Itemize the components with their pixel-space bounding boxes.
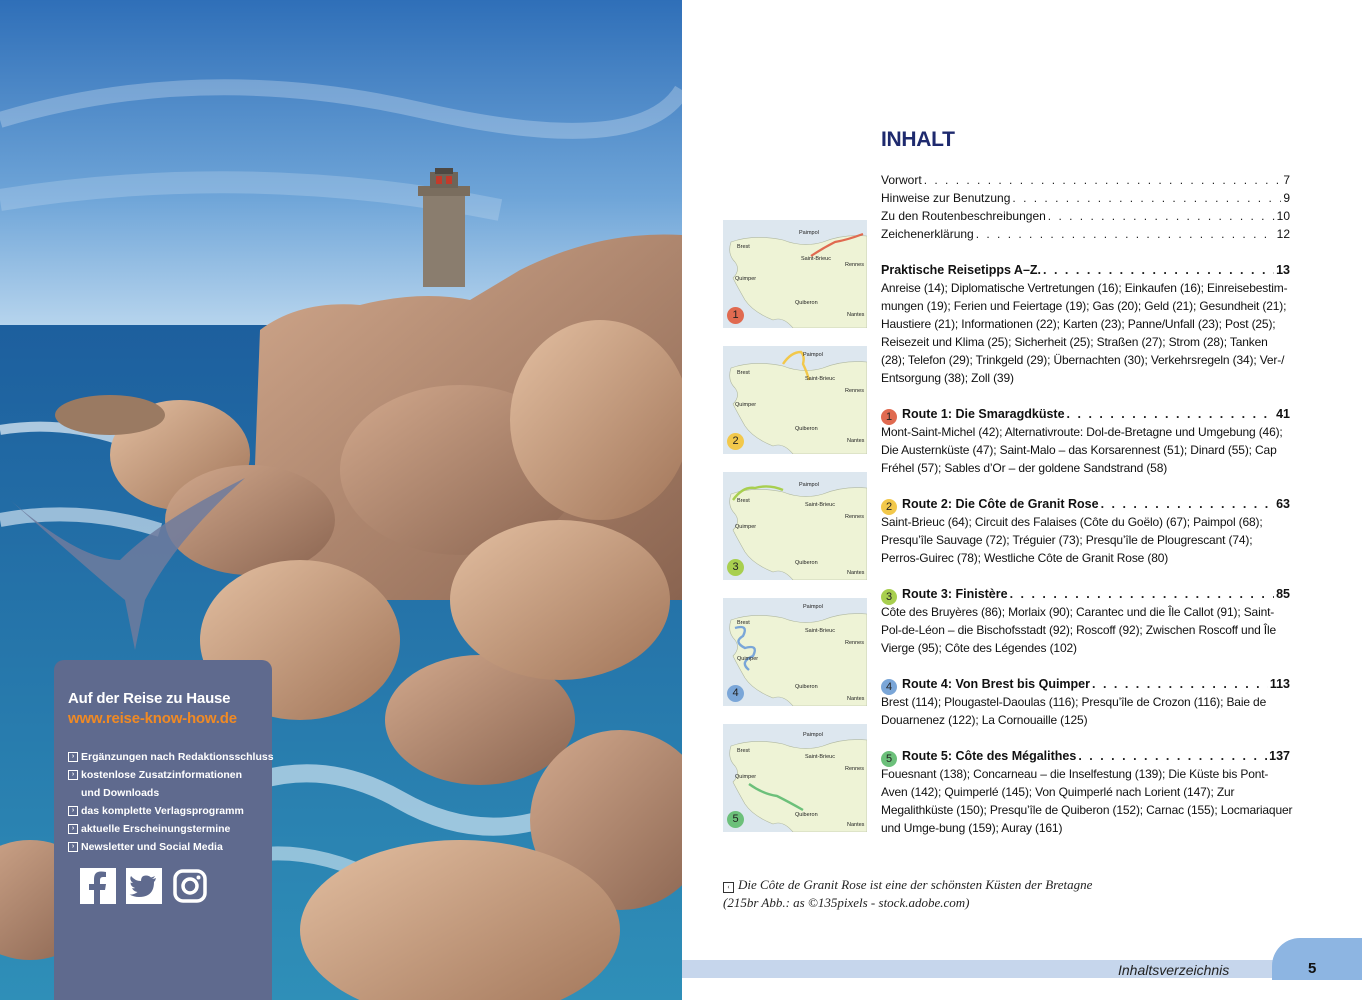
page-number: 5 — [1308, 960, 1317, 977]
arrow-icon: › — [68, 842, 78, 852]
footer-bar — [682, 960, 1362, 978]
toc-entry[interactable]: Hinweise zur Benutzung . . . 9 — [881, 191, 1290, 205]
toc-entry[interactable]: Zeichenerklärung . . . 12 — [881, 227, 1290, 241]
promo-item: und Downloads — [81, 787, 160, 799]
promo-item: › Ergänzungen nach Redaktionsschluss — [68, 748, 274, 766]
toc-section-heading[interactable]: 3 Route 3: Finistère . . . 85 — [881, 587, 1290, 605]
route-map-badge: 3 — [727, 559, 744, 576]
route-map-badge: 4 — [727, 685, 744, 702]
toc-entry[interactable]: Vorwort . . . 7 — [881, 173, 1290, 187]
route-map-2: Paimpol Brest Saint-Brieuc Quimper Rennes Quiberon Nantes 2 — [723, 346, 867, 454]
toc-section-heading[interactable]: 1 Route 1: Die Smaragdküste . . . 41 — [881, 407, 1290, 425]
toc-section-heading[interactable]: 5 Route 5: Côte des Mégalithes . . . 137 — [881, 749, 1290, 767]
route-map-5: Paimpol Brest Saint-Brieuc Quimper Rennes Quiberon Nantes 5 — [723, 724, 867, 832]
toc-section-body: Côte des Bruyères (86); Morlaix (90); Carantec und die Île Callot (91); Saint-Pol-de-Léon – die Bischofsstadt (92); Roscoff (92); Zwischen Roscoff und Île Vierge (95); Côte des Légendes (102) — [881, 605, 1277, 655]
footer-section-label: Inhaltsverzeichnis — [1118, 962, 1230, 978]
route-map-1: Paimpol Brest Saint-Brieuc Quimper Rennes Quiberon Nantes 1 — [723, 220, 867, 328]
social-icons — [80, 868, 208, 904]
promo-title: Auf der Reise zu Hause — [68, 690, 231, 707]
toc-section-body: Fouesnant (138); Concarneau – die Inselfestung (139); Die Küste bis Pont-Aven (142); Quimperlé (145); Von Quimperlé nach Lorient (147); Zur Megalithküste (150); Presqu’île de Quiberon (152); Carnac (155); Locmariaquer und Umge-bung (159); Auray (161) — [881, 767, 1293, 835]
arrow-icon: › — [68, 770, 78, 780]
page-tab — [1272, 938, 1362, 980]
toc-section-body: Anreise (14); Diplomatische Vertretungen (16); Einkaufen (16); Einreisebestim-mungen (19); Ferien und Feiertage (19); Gas (20); Geld (21); Gesundheit (21); Haustiere (21); Informationen (22); Karten (23); Panne/Unfall (23); Post (25); Reisezeit und Klima (25); Sicherheit (25); Straßen (27); Strom (28); Tanken (28); Telefon (29); Trinkgeld (29); Übernachten (30); Verkehrsregeln (34); Ver-/ Entsorgung (38); Zoll (39) — [881, 281, 1288, 385]
route-number-badge: 1 — [881, 409, 897, 425]
toc-section-body: Brest (114); Plougastel-Daoulas (116); Presqu’île de Crozon (116); Baie de Douarnenez (122); La Cornouaille (125) — [881, 695, 1267, 727]
toc-section-body: Saint-Brieuc (64); Circuit des Falaises (Côte du Goëlo) (67); Paimpol (68); Presqu’île Sauvage (72); Tréguier (73); Presqu’île de Plougrescant (74); Perros-Guirec (78); Westliche Côte de Granit Rose (80) — [881, 515, 1263, 565]
promo-item: › kostenlose Zusatzinformationen — [68, 766, 274, 784]
route-map-badge: 5 — [727, 811, 744, 828]
arrow-icon: › — [68, 824, 78, 834]
promo-item: › das komplette Verlagsprogramm — [68, 802, 274, 820]
route-map-badge: 1 — [727, 307, 744, 324]
route-number-badge: 2 — [881, 499, 897, 515]
toc-section-heading[interactable]: 4 Route 4: Von Brest bis Quimper . . . 113 — [881, 677, 1290, 695]
toc-section-heading[interactable]: Praktische Reisetipps A–Z. . . . 13 — [881, 263, 1290, 277]
route-number-badge: 4 — [881, 679, 897, 695]
promo-item: › Newsletter und Social Media — [68, 838, 274, 856]
toc-entry[interactable]: Zu den Routenbeschreibungen . . . 10 — [881, 209, 1290, 223]
route-number-badge: 3 — [881, 589, 897, 605]
route-number-badge: 5 — [881, 751, 897, 767]
promo-website-link[interactable]: www.reise-know-how.de — [68, 710, 237, 727]
arrow-icon: › — [68, 752, 78, 762]
facebook-icon[interactable] — [80, 868, 116, 904]
instagram-icon[interactable] — [172, 868, 208, 904]
promo-list — [68, 748, 274, 856]
toc-section-body: Mont-Saint-Michel (42); Alternativroute: Dol-de-Bretagne und Umgebung (46); Die Austernküste (47); Saint-Malo – das Korsarennest (51); Dinard (55); Cap Fréhel (57); Sables d’Or – der goldene Sandstrand (58) — [881, 425, 1283, 475]
promo-box — [54, 660, 272, 1000]
arrow-icon: › — [68, 806, 78, 816]
photo-caption: ‹ Die Côte de Granit Rose ist eine der schönsten Küsten der Bretagne (215br Abb.: as ©135pixels - stock.adobe.com) — [723, 877, 1093, 910]
promo-item: › aktuelle Erscheinungstermine — [68, 820, 274, 838]
route-map-3: Paimpol Brest Saint-Brieuc Quimper Rennes Quiberon Nantes 3 — [723, 472, 867, 580]
toc-title: INHALT — [881, 128, 955, 151]
route-map-badge: 2 — [727, 433, 744, 450]
toc-section-heading[interactable]: 2 Route 2: Die Côte de Granit Rose . . . 63 — [881, 497, 1290, 515]
arrow-left-icon: ‹ — [723, 882, 734, 893]
twitter-icon[interactable] — [126, 868, 162, 904]
route-map-4: Paimpol Brest Saint-Brieuc Quimper Rennes Quiberon Nantes 4 — [723, 598, 867, 706]
